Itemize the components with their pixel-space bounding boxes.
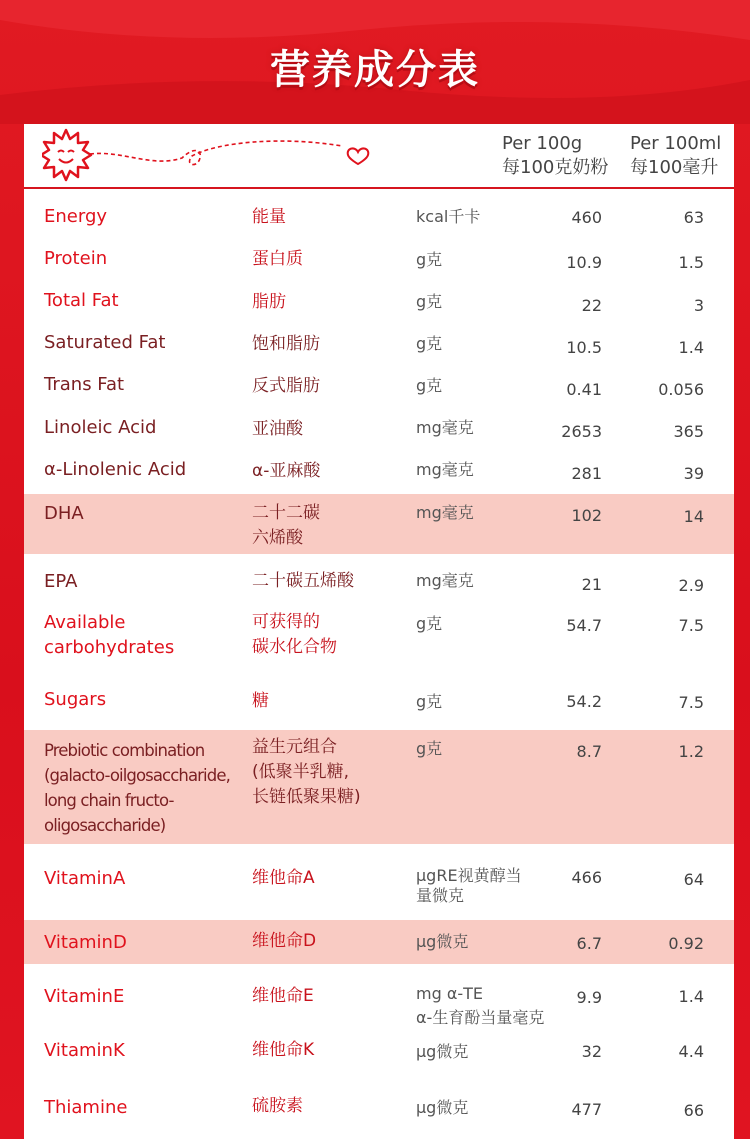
value-per-100g: 460	[571, 208, 602, 227]
value-per-100g: 6.7	[576, 934, 602, 953]
table-row-highlighted	[24, 494, 734, 554]
value-per-100ml: 64	[683, 870, 704, 889]
col-header-per100g	[502, 132, 608, 180]
nutrient-name-zh: 硫胺素	[252, 1096, 303, 1116]
value-per-100ml: 4.4	[678, 1042, 704, 1061]
nutrient-name-zh: 益生元组合 (低聚半乳糖, 长链低聚果糖)	[252, 737, 361, 807]
nutrient-unit: mg毫克	[416, 418, 474, 437]
nutrient-unit: kcal千卡	[416, 207, 481, 226]
value-per-100g: 32	[581, 1042, 602, 1061]
table-row	[24, 864, 734, 914]
nutrient-name-zh: 维他命K	[252, 1040, 315, 1060]
nutrient-unit: g克	[416, 250, 443, 269]
value-per-100ml: 3	[693, 296, 704, 315]
col-header-per100ml	[630, 132, 721, 180]
table-row	[24, 370, 734, 404]
value-per-100ml: 63	[683, 208, 704, 227]
nutrient-name-zh: 能量	[252, 207, 286, 227]
value-per-100ml: 1.5	[678, 253, 704, 272]
nutrient-unit: g克	[416, 614, 443, 633]
nutrient-name-en: Available carbohydrates	[44, 612, 175, 658]
nutrient-name-zh: 维他命A	[252, 868, 315, 888]
nutrient-name-en: Thiamine	[44, 1097, 128, 1118]
table-row	[24, 286, 734, 320]
table-row	[24, 566, 734, 600]
value-per-100g: 0.41	[566, 380, 602, 399]
table-row-highlighted	[24, 920, 734, 964]
heart-icon	[348, 148, 369, 164]
table-row	[24, 202, 734, 236]
table-row	[24, 244, 734, 278]
value-per-100ml: 1.4	[678, 338, 704, 357]
nutrient-unit: mg α-TE α-生育酚当量毫克	[416, 984, 545, 1027]
value-per-100g: 54.7	[566, 616, 602, 635]
nutrient-unit: mg毫克	[416, 460, 474, 479]
value-per-100ml: 0.056	[658, 380, 704, 399]
value-per-100g: 21	[581, 575, 602, 594]
value-per-100ml: 7.5	[678, 616, 704, 635]
col-header-per100ml-en: Per 100ml	[630, 133, 722, 154]
value-per-100g: 10.9	[566, 253, 602, 272]
nutrient-name-zh: 亚油酸	[252, 419, 303, 439]
nutrient-unit: g克	[416, 692, 443, 711]
nutrient-name-en: VitaminE	[44, 986, 125, 1007]
nutrient-name-en: EPA	[44, 571, 78, 592]
nutrient-unit: g克	[416, 292, 443, 311]
nutrient-name-zh: 反式脂肪	[252, 376, 320, 396]
nutrient-name-en: Linoleic Acid	[44, 417, 157, 438]
table-row-highlighted	[24, 730, 734, 844]
col-header-per100ml-zh: 每100毫升	[630, 157, 719, 178]
nutrient-name-en: Sugars	[44, 689, 107, 710]
nutrient-name-zh: 维他命E	[252, 986, 314, 1006]
value-per-100g: 281	[571, 464, 602, 483]
page-title: 营养成分表	[270, 47, 480, 93]
nutrient-name-en: VitaminA	[44, 868, 126, 889]
table-row	[24, 454, 734, 488]
table-row	[24, 610, 734, 670]
table-row	[24, 982, 734, 1032]
nutrient-name-en: DHA	[44, 503, 84, 524]
value-per-100ml: 7.5	[678, 693, 704, 712]
nutrient-name-zh: 二十碳五烯酸	[252, 571, 354, 591]
value-per-100g: 54.2	[566, 692, 602, 711]
nutrient-name-en: Total Fat	[44, 290, 119, 311]
value-per-100g: 22	[581, 296, 602, 315]
table-header	[24, 124, 734, 186]
value-per-100g: 10.5	[566, 338, 602, 357]
col-header-per100g-en: Per 100g	[502, 133, 583, 154]
value-per-100ml: 0.92	[668, 934, 704, 953]
value-per-100g: 102	[571, 506, 602, 525]
nutrient-name-zh: 维他命D	[252, 931, 317, 951]
nutrient-name-zh: 可获得的 碳水化合物	[252, 612, 337, 657]
value-per-100g: 466	[571, 868, 602, 887]
table-row	[24, 1094, 734, 1128]
nutrient-name-zh: 糖	[252, 691, 269, 711]
col-header-per100g-zh: 每100克奶粉	[502, 157, 609, 178]
nutrient-name-zh: α-亚麻酸	[252, 461, 321, 481]
mascot-heart-decoration	[42, 128, 382, 188]
value-per-100g: 2653	[561, 422, 602, 441]
nutrient-unit: μg微克	[416, 932, 469, 951]
nutrient-unit: μg微克	[416, 1098, 469, 1117]
nutrient-name-en: VitaminD	[44, 932, 127, 953]
header-divider	[24, 187, 734, 189]
nutrient-name-zh: 脂肪	[252, 292, 286, 312]
nutrient-name-en: Saturated Fat	[44, 332, 166, 353]
nutrient-name-zh: 蛋白质	[252, 249, 303, 269]
nutrient-unit: g克	[416, 334, 443, 353]
value-per-100ml: 66	[683, 1101, 704, 1120]
value-per-100g: 477	[571, 1100, 602, 1119]
nutrient-name-zh: 二十二碳 六烯酸	[252, 503, 320, 548]
value-per-100g: 9.9	[576, 988, 602, 1007]
value-per-100ml: 1.2	[678, 742, 704, 761]
value-per-100ml: 39	[683, 464, 704, 483]
nutrient-name-en: Energy	[44, 206, 108, 227]
nutrient-unit: mg毫克	[416, 503, 474, 522]
nutrient-unit: g克	[416, 376, 443, 395]
nutrient-name-en: α-Linolenic Acid	[44, 459, 187, 480]
nutrient-name-en: VitaminK	[44, 1040, 125, 1061]
table-row	[24, 686, 734, 720]
nutrient-unit: μg微克	[416, 1042, 469, 1061]
nutrient-unit: mg毫克	[416, 571, 474, 590]
starburst-icon	[42, 130, 91, 180]
value-per-100ml: 365	[673, 422, 704, 441]
nutrient-unit: g克	[416, 739, 443, 758]
value-per-100g: 8.7	[576, 742, 602, 761]
nutrient-name-en: Protein	[44, 248, 108, 269]
table-row	[24, 1038, 734, 1072]
value-per-100ml: 14	[683, 507, 704, 526]
value-per-100ml: 2.9	[678, 576, 704, 595]
nutrient-name-en: Prebiotic combination (galacto-oilgosaccharide, long chain fructo- oligosaccharide)	[44, 741, 230, 835]
nutrient-name-en: Trans Fat	[44, 374, 125, 395]
header-banner	[0, 0, 750, 124]
table-row	[24, 412, 734, 446]
value-per-100ml: 1.4	[678, 987, 704, 1006]
nutrient-unit: μgRE视黄醇当 量微克	[416, 866, 522, 905]
table-row	[24, 328, 734, 362]
nutrient-name-zh: 饱和脂肪	[252, 334, 320, 354]
nutrition-table	[24, 124, 734, 1139]
